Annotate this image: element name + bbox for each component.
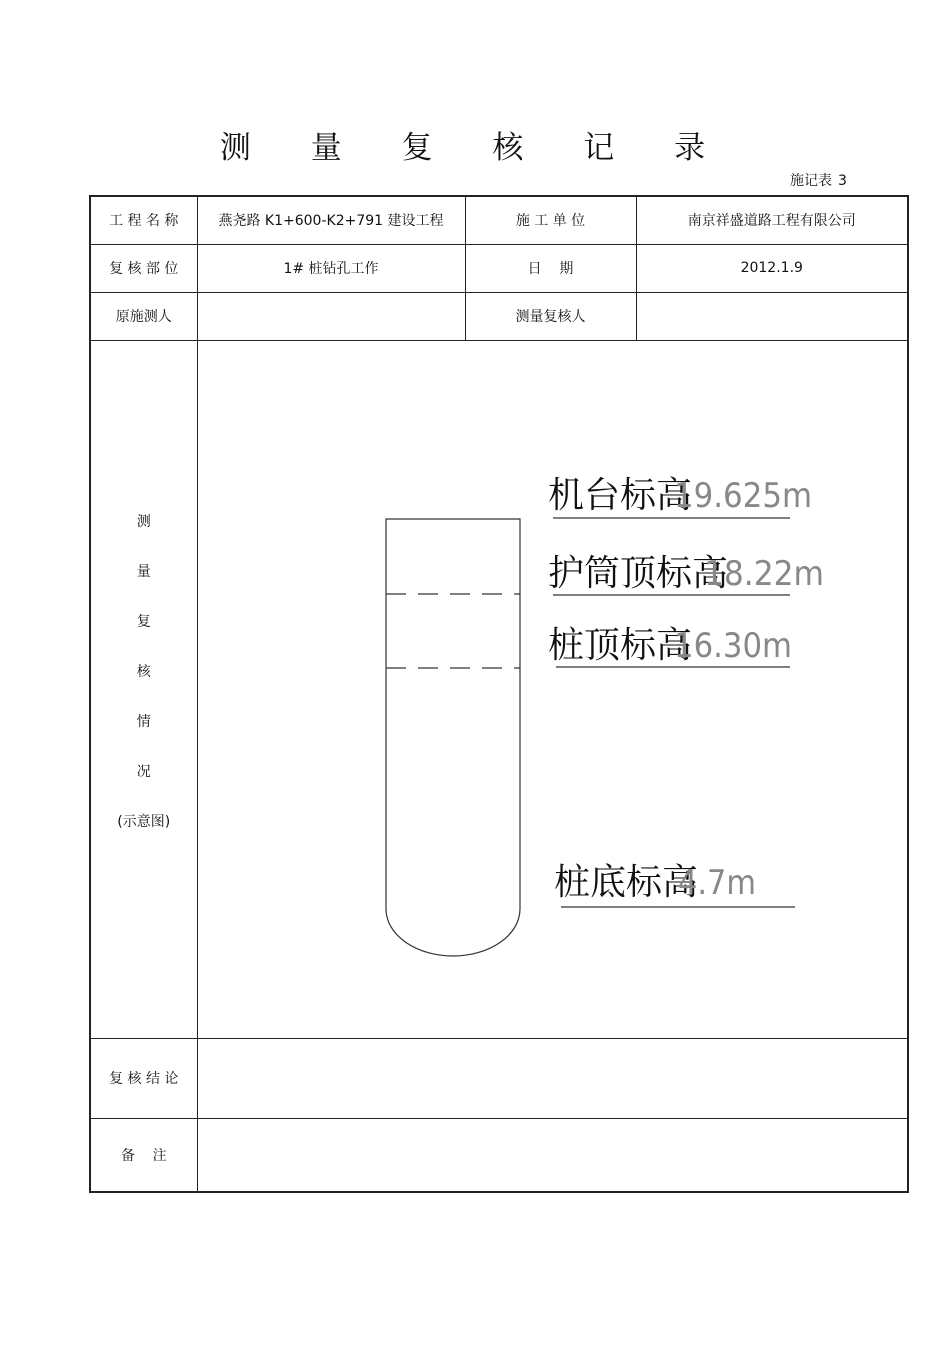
pile-diagram xyxy=(198,341,907,1038)
checker-label: 测量复核人 xyxy=(465,292,636,340)
machine-platform-value: 19.625m xyxy=(673,475,812,516)
machine-platform-label: 机台标高 xyxy=(547,474,692,516)
remarks-value xyxy=(197,1118,908,1192)
row-surveyors xyxy=(90,292,908,340)
check-position-value: 1# 桩钻孔工作 xyxy=(197,244,465,292)
row-conclusion xyxy=(90,1038,908,1118)
row-situation xyxy=(90,340,908,1038)
checker-value xyxy=(636,292,908,340)
date-label: 日 期 xyxy=(465,244,636,292)
pile-top-label: 桩顶标高 xyxy=(547,624,692,666)
situation-label-char: 情 xyxy=(136,714,151,730)
situation-label-char: 测 xyxy=(136,514,151,530)
original-surveyor-value xyxy=(197,292,465,340)
situation-label-char: 量 xyxy=(136,564,151,580)
row-check-position xyxy=(90,244,908,292)
form-number-value: 3 xyxy=(838,173,847,189)
conclusion-label: 复 核 结 论 xyxy=(90,1038,197,1118)
situation-label-char: 核 xyxy=(136,664,151,680)
project-name-label: 工 程 名 称 xyxy=(90,196,197,244)
page-title: 测 量 复 核 记 录 xyxy=(219,130,731,166)
survey-record-table xyxy=(89,195,909,1193)
remarks-label: 备 注 xyxy=(90,1118,197,1192)
form-number-label: 施记表 xyxy=(790,173,832,189)
pile-outline xyxy=(386,519,520,956)
pile-bottom-value: 4.7m xyxy=(677,862,756,903)
casing-top-value: 18.22m xyxy=(703,553,824,594)
row-remarks xyxy=(90,1118,908,1192)
project-name-value: 燕尧路 K1+600-K2+791 建设工程 xyxy=(197,196,465,244)
row-project xyxy=(90,196,908,244)
form-number xyxy=(790,170,847,190)
situation-label xyxy=(90,340,197,1038)
situation-label-char: 况 xyxy=(136,764,151,780)
pile-top-value: 16.30m xyxy=(673,625,792,666)
construction-unit-value: 南京祥盛道路工程有限公司 xyxy=(636,196,908,244)
original-surveyor-label: 原施测人 xyxy=(90,292,197,340)
date-value: 2012.1.9 xyxy=(636,244,908,292)
casing-top-label: 护筒顶标高 xyxy=(547,552,728,594)
conclusion-value xyxy=(197,1038,908,1118)
diagram-cell xyxy=(197,340,908,1038)
construction-unit-label: 施 工 单 位 xyxy=(465,196,636,244)
check-position-label: 复 核 部 位 xyxy=(90,244,197,292)
situation-label-char: 复 xyxy=(136,614,151,630)
situation-label-note: (示意图) xyxy=(117,814,171,830)
pile-bottom-label: 桩底标高 xyxy=(553,861,698,903)
